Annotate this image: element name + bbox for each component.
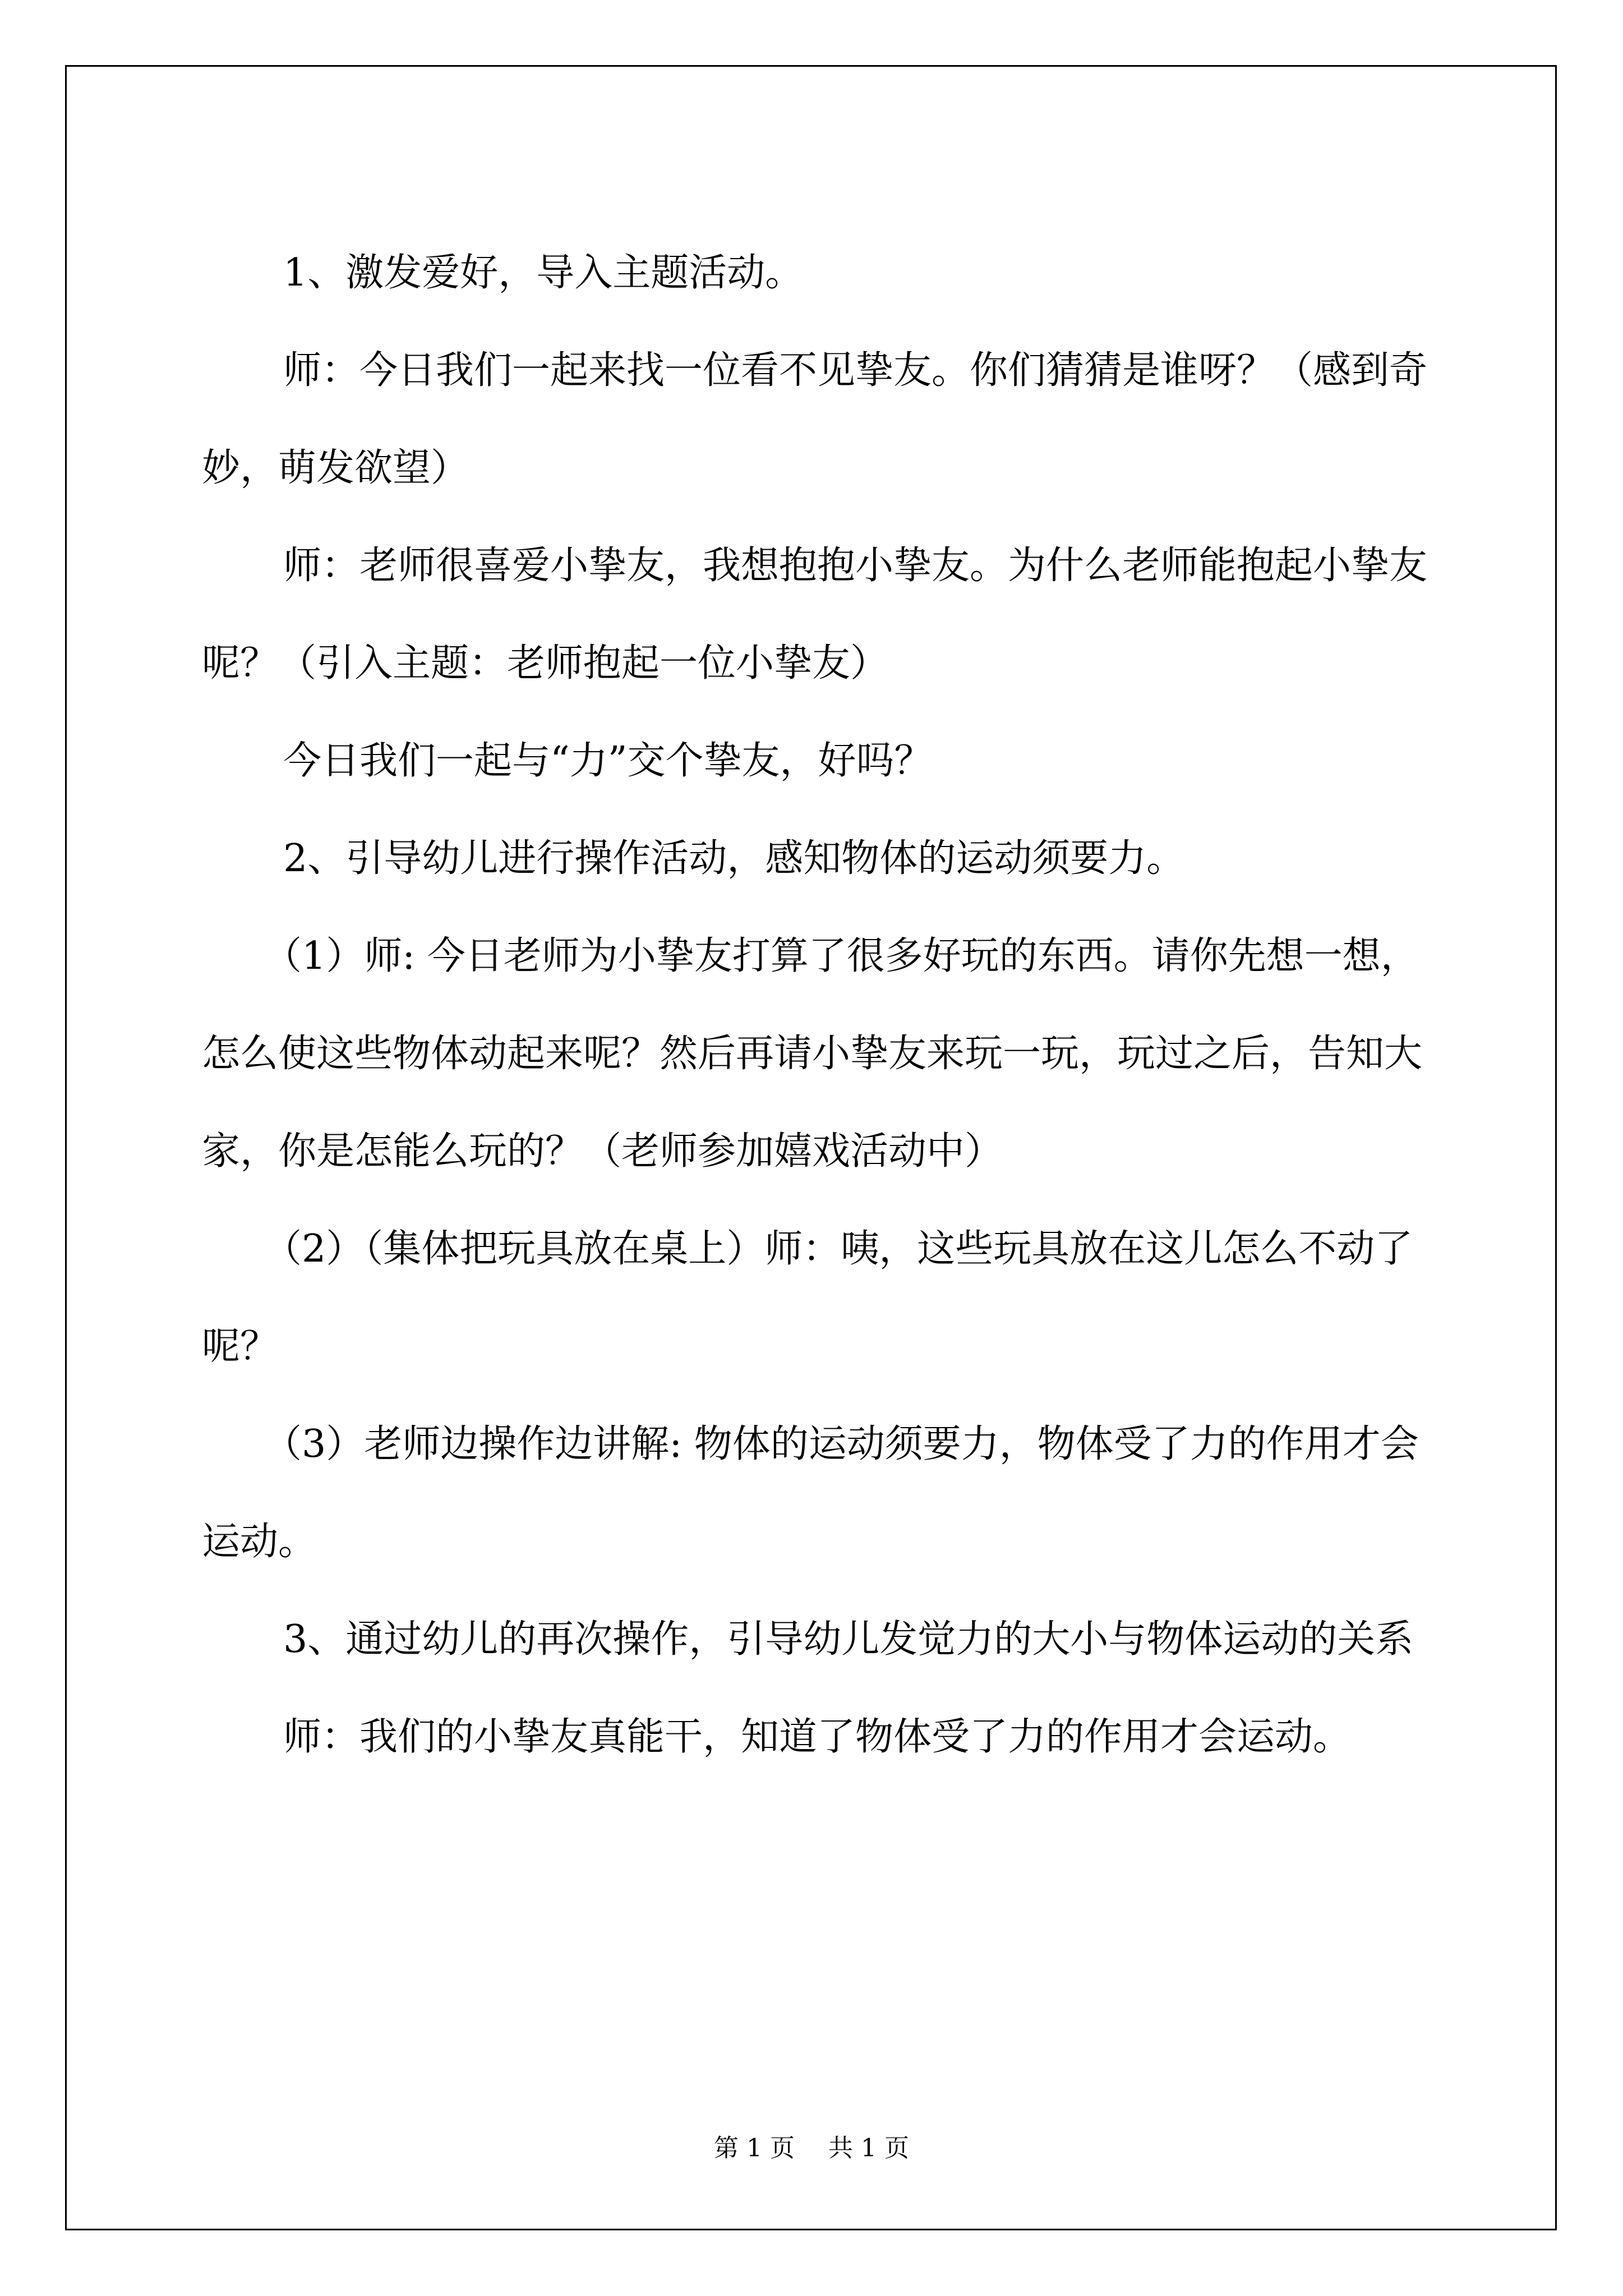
paragraph-6: （1）师: 今日老师为小挚友打算了很多好玩的东西。请你先想一想，怎么使这些物体动起来呢？然后再请小挚友来玩一玩，玩过之后，告知大家，你是怎能么玩的？（老师参加嬉戏活动中） — [202, 934, 1423, 1174]
paragraph-9: 3、通过幼儿的再次操作，引导幼儿发觉力的大小与物体运动的关系 — [283, 1617, 1414, 1662]
page-number: 第 1 页 — [714, 2134, 795, 2162]
page-footer — [0, 2132, 1623, 2165]
paragraph-2: 师：今日我们一起来找一位看不见挚友。你们猜猜是谁呀？（感到奇妙，萌发欲望） — [202, 348, 1428, 490]
paragraph-7: （2）（集体把玩具放在桌上）师：咦，这些玩具放在这儿怎么不动了呢？ — [202, 1227, 1413, 1369]
paragraph-5: 2、引导幼儿进行操作活动，感知物体的运动须要力。 — [283, 836, 1185, 881]
paragraph-8: （3）老师边操作边讲解: 物体的运动须要力，物体受了力的作用才会运动。 — [202, 1422, 1419, 1564]
document-body — [202, 224, 1427, 1786]
total-pages: 共 1 页 — [828, 2134, 909, 2162]
paragraph-3: 师：老师很喜爱小挚友，我想抱抱小挚友。为什么老师能抱起小挚友呢？（引入主题：老师抱起一位小挚友） — [202, 544, 1428, 685]
paragraph-10: 师：我们的小挚友真能干，知道了物体受了力的作用才会运动。 — [283, 1715, 1352, 1759]
paragraph-1: 1、激发爱好，导入主题活动。 — [283, 251, 804, 295]
paragraph-4: 今日我们一起与“力”交个挚友，好吗？ — [283, 739, 933, 783]
